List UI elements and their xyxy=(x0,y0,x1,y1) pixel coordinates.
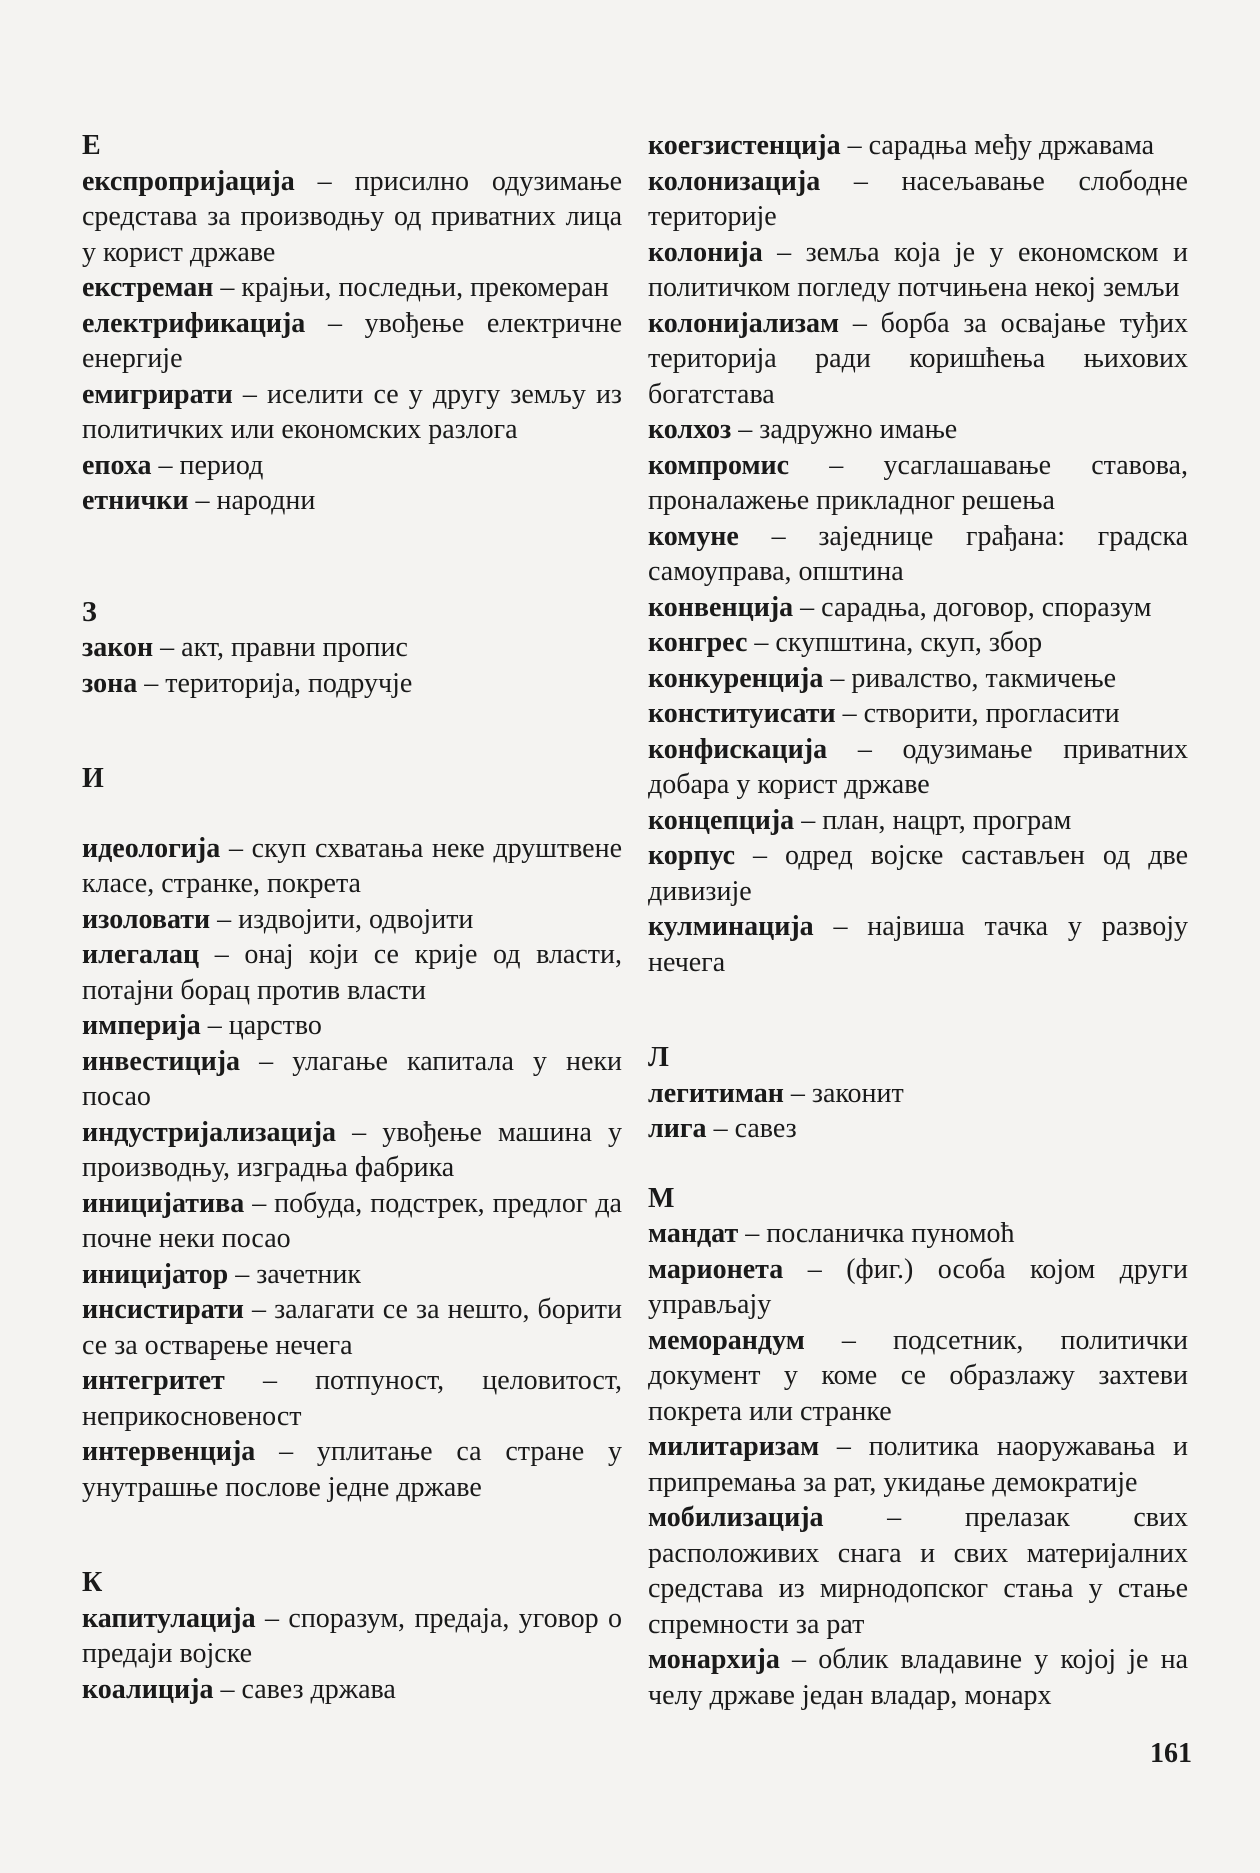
glossary-definition: – сарадња међу државама xyxy=(840,130,1155,161)
glossary-entry xyxy=(648,661,1188,697)
glossary-term: илегалац xyxy=(82,939,200,970)
glossary-entry xyxy=(82,306,622,377)
glossary-entry xyxy=(648,1429,1188,1500)
glossary-term: епоха xyxy=(82,449,152,481)
glossary-entry xyxy=(82,1186,622,1257)
glossary-entry xyxy=(648,732,1188,803)
glossary-term: иницијатива xyxy=(82,1187,245,1219)
section-k-entries xyxy=(82,1601,622,1708)
glossary-term: капитулација xyxy=(82,1602,256,1634)
glossary-definition: – присилно одузимање средстава за производњу од приватних лица у корист државе xyxy=(82,165,622,268)
glossary-definition: – савез xyxy=(706,1113,797,1144)
glossary-entry xyxy=(82,1434,622,1505)
glossary-entry xyxy=(648,590,1188,626)
glossary-term: идеологија xyxy=(82,832,221,864)
glossary-definition: – споразум, предаја, уговор о предаји војске xyxy=(82,1602,622,1669)
glossary-definition: – одузимање приватних добара у корист државе xyxy=(648,733,1188,800)
glossary-entry xyxy=(82,1672,622,1708)
glossary-entry xyxy=(82,1363,622,1434)
glossary-entry xyxy=(648,448,1188,519)
glossary-definition: – акт, правни пропис xyxy=(153,632,408,663)
glossary-definition: – онај који се крије од власти, потајни борац против власти xyxy=(82,939,622,1006)
glossary-definition: – издвојити, одвојити xyxy=(210,903,474,935)
section-e-entries xyxy=(82,164,622,519)
glossary-definition: – заједнице грађана: градска самоуправа, општина xyxy=(648,520,1188,587)
glossary-entry xyxy=(82,1601,622,1672)
glossary-definition: – народни xyxy=(188,485,316,516)
glossary-definition: – увођење електричне енергије xyxy=(82,307,622,374)
right-column xyxy=(648,128,1188,1713)
glossary-term: монархија xyxy=(648,1644,780,1675)
glossary-term: иницијатор xyxy=(82,1258,229,1290)
glossary-definition: – политика наоружавања и припремања за рат, укидање демократије xyxy=(648,1431,1188,1498)
section-i-entries xyxy=(82,831,622,1506)
glossary-definition: – скуп схватања неке друштвене класе, странке, покрета xyxy=(82,832,622,899)
glossary-definition: – земља која је у економском и политичком погледу потчињена некој земљи xyxy=(648,236,1188,303)
glossary-entry xyxy=(82,483,622,519)
glossary-entry xyxy=(648,838,1188,909)
glossary-term: лига xyxy=(648,1113,707,1144)
glossary-entry xyxy=(648,1252,1188,1323)
glossary-term: зона xyxy=(82,667,138,699)
glossary-entry xyxy=(648,1076,1188,1112)
glossary-entry xyxy=(648,1216,1188,1252)
glossary-term: индустријализација xyxy=(82,1116,337,1148)
glossary-definition: – одред војске састављен од две дивизије xyxy=(648,840,1188,907)
glossary-term: колонизација xyxy=(648,165,821,197)
glossary-entry xyxy=(82,1044,622,1115)
glossary-definition: – законит xyxy=(783,1077,904,1109)
glossary-entry xyxy=(82,270,622,306)
glossary-entry xyxy=(82,1257,622,1293)
glossary-term: етнички xyxy=(82,485,189,516)
section-letter-e: Е xyxy=(82,130,101,161)
glossary-term: империја xyxy=(82,1010,201,1041)
glossary-entry xyxy=(82,1115,622,1186)
left-column xyxy=(82,128,622,1707)
glossary-definition: – борба за освајање туђих територија ради коришћења њихових богатстава xyxy=(648,307,1188,410)
glossary-term: интервенција xyxy=(82,1436,256,1467)
glossary-definition: – побуда, подстрек, предлог да почне неки посао xyxy=(82,1187,622,1254)
glossary-entry xyxy=(648,1642,1188,1713)
glossary-entry xyxy=(82,902,622,938)
glossary-definition: – облик владавине у којој је на челу државе један владар, монарх xyxy=(648,1644,1188,1711)
glossary-definition: – подсетник, политички документ у коме се образлажу захтеви покрета или странке xyxy=(648,1324,1188,1427)
glossary-term: колонија xyxy=(648,236,763,268)
glossary-term: мандат xyxy=(648,1218,739,1249)
glossary-entry xyxy=(648,803,1188,839)
glossary-term: компромис xyxy=(648,449,790,481)
glossary-definition: – увођење машина у производњу, изградња фабрика xyxy=(82,1116,622,1183)
glossary-definition: – план, нацрт, програм xyxy=(794,804,1072,836)
glossary-term: интегритет xyxy=(82,1365,225,1396)
glossary-definition: – задружно имање xyxy=(731,414,958,445)
glossary-definition: – залагати се за нешто, борити се за остварење нечега xyxy=(82,1294,622,1361)
glossary-definition: – крајњи, последњи, прекомеран xyxy=(213,272,609,303)
glossary-definition: – прелазак свих расположивих снага и свих материјалних средстава из мирнодопског стања у стање спремности за рат xyxy=(648,1502,1188,1640)
glossary-entry xyxy=(648,306,1188,413)
glossary-term: марионета xyxy=(648,1253,784,1285)
glossary-definition: – улагање капитала у неки посао xyxy=(82,1045,622,1112)
glossary-term: експропријација xyxy=(82,165,295,197)
glossary-term: мобилизација xyxy=(648,1502,824,1533)
glossary-definition: – период xyxy=(151,449,264,481)
glossary-term: коегзистенција xyxy=(648,130,841,161)
glossary-term: конституисати xyxy=(648,698,836,729)
section-letter-l: Л xyxy=(648,1042,669,1073)
glossary-definition: – савез држава xyxy=(213,1673,396,1705)
glossary-entry xyxy=(648,909,1188,980)
glossary-term: колхоз xyxy=(648,414,732,445)
glossary-definition: – зачетник xyxy=(228,1258,361,1290)
glossary-definition: – усаглашавање ставова, проналажење прикладног решења xyxy=(648,449,1188,516)
glossary-definition: – територија, подручје xyxy=(137,667,413,699)
glossary-term: легитиман xyxy=(648,1077,784,1109)
glossary-term: колонијализам xyxy=(648,307,840,339)
glossary-entry xyxy=(648,1111,1188,1147)
glossary-definition: – посланичка пуномоћ xyxy=(738,1218,1015,1249)
glossary-definition: – уплитање са стране у унутрашње послове једне државе xyxy=(82,1436,622,1503)
glossary-entry xyxy=(82,831,622,902)
glossary-entry xyxy=(82,1008,622,1044)
glossary-term: изоловати xyxy=(82,903,211,935)
page-number: 161 xyxy=(1150,1738,1192,1769)
glossary-entry xyxy=(648,1323,1188,1430)
glossary-term: комуне xyxy=(648,520,739,552)
glossary-entry xyxy=(648,625,1188,661)
glossary-definition: – царство xyxy=(200,1010,322,1041)
glossary-definition: – потпуност, целовитост, неприкосновеност xyxy=(82,1365,622,1432)
glossary-entry xyxy=(82,164,622,271)
section-letter-m: М xyxy=(648,1182,675,1214)
glossary-term: емигрирати xyxy=(82,378,233,410)
glossary-term: кулминација xyxy=(648,911,814,942)
glossary-entry xyxy=(648,235,1188,306)
glossary-term: коалиција xyxy=(82,1673,214,1705)
glossary-entry xyxy=(82,630,622,666)
glossary-entry xyxy=(82,377,622,448)
glossary-term: корпус xyxy=(648,840,736,871)
glossary-entry xyxy=(648,519,1188,590)
glossary-entry xyxy=(82,1292,622,1363)
glossary-entry xyxy=(648,1500,1188,1642)
glossary-definition: – (фиг.) особа којом други управљају xyxy=(648,1253,1188,1320)
glossary-entry xyxy=(648,696,1188,732)
glossary-term: закон xyxy=(82,632,154,663)
section-l-entries xyxy=(648,1076,1188,1147)
glossary-definition: – иселити се у другу земљу из политичких или економских разлога xyxy=(82,378,622,445)
section-letter-k: К xyxy=(82,1567,103,1598)
glossary-entry xyxy=(648,412,1188,448)
section-letter-z: З xyxy=(82,596,97,628)
glossary-term: екстреман xyxy=(82,272,214,303)
glossary-term: инсистирати xyxy=(82,1294,244,1325)
section-k-continued-entries xyxy=(648,128,1188,980)
glossary-entry xyxy=(648,128,1188,164)
glossary-term: концепција xyxy=(648,804,795,836)
section-z-entries xyxy=(82,630,622,701)
glossary-term: инвестиција xyxy=(82,1045,241,1077)
glossary-entry xyxy=(82,666,622,702)
glossary-definition: – насељавање слободне територије xyxy=(648,165,1188,232)
glossary-term: конфискација xyxy=(648,733,828,765)
glossary-definition: – сарадња, договор, споразум xyxy=(793,591,1152,623)
glossary-entry xyxy=(648,164,1188,235)
glossary-definition: – највиша тачка у развоју нечега xyxy=(648,911,1188,978)
section-m-entries xyxy=(648,1216,1188,1713)
glossary-term: милитаризам xyxy=(648,1431,820,1462)
glossary-definition: – ривалство, такмичење xyxy=(823,662,1117,694)
glossary-definition: – створити, прогласити xyxy=(835,698,1120,729)
glossary-entry xyxy=(82,448,622,484)
glossary-term: конвенција xyxy=(648,591,794,623)
glossary-term: електрификација xyxy=(82,307,306,339)
glossary-term: конгрес xyxy=(648,627,748,658)
glossary-definition: – скупштина, скуп, збор xyxy=(747,627,1043,658)
glossary-entry xyxy=(82,937,622,1008)
glossary-term: конкуренција xyxy=(648,662,824,694)
section-letter-i: И xyxy=(82,763,104,794)
glossary-term: меморандум xyxy=(648,1324,805,1356)
